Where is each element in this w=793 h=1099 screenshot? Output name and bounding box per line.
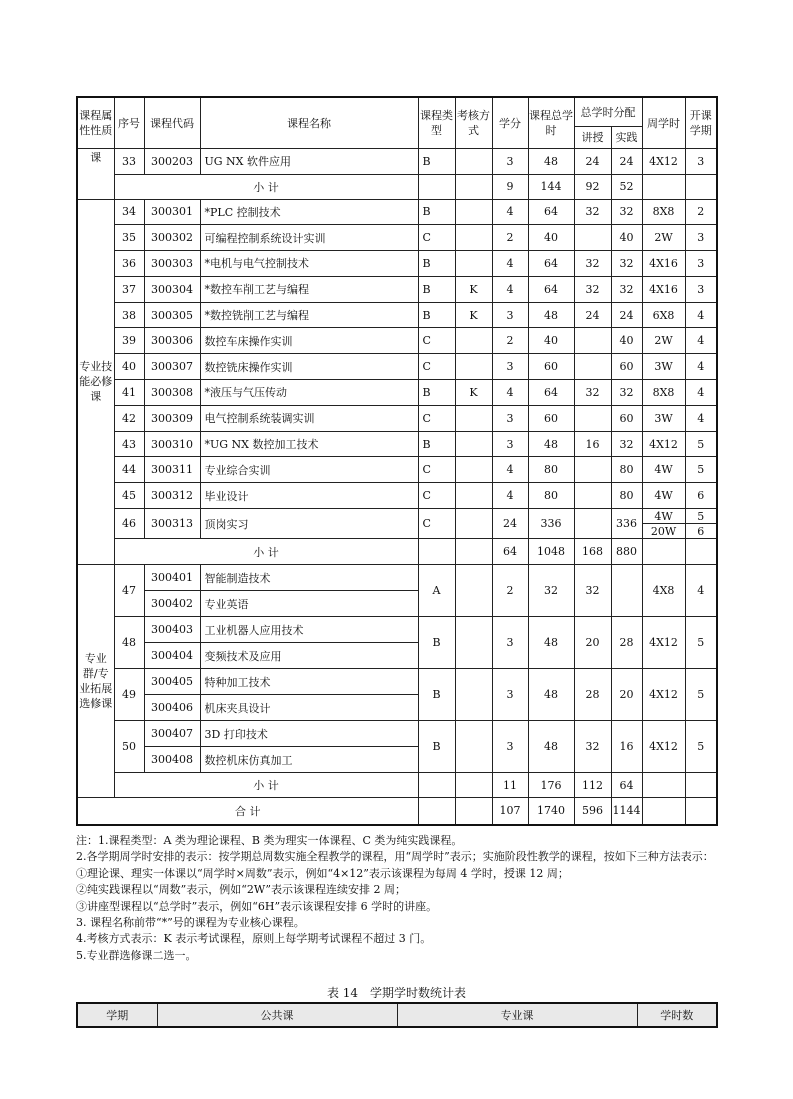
note-line: ③讲座型课程以“总学时”表示，例如“6H”表示该课程安排 6 学时的讲座。 xyxy=(76,899,438,913)
credit-cell: 3 xyxy=(492,405,528,431)
note-line: 5.专业群选修课二选一。 xyxy=(76,948,197,962)
category-elective-cell: 专业群/专业拓展选修课 xyxy=(77,565,114,798)
exam-cell xyxy=(455,199,492,225)
subtotal-practice: 880 xyxy=(611,539,642,565)
seq-cell: 48 xyxy=(114,617,144,669)
table-cell xyxy=(455,721,492,773)
term-cell: 5 xyxy=(685,431,717,457)
type-cell: B xyxy=(418,302,455,328)
course-name-cell: 毕业设计 xyxy=(200,483,418,509)
code-cell: 300307 xyxy=(144,354,200,380)
type-cell: B xyxy=(418,669,455,721)
table-row xyxy=(77,276,717,302)
code-cell: 300401 xyxy=(144,565,200,591)
hours-cell: 80 xyxy=(528,457,574,483)
code-cell: 300313 xyxy=(144,509,200,539)
lecture-cell: 24 xyxy=(574,302,611,328)
seq-cell: 44 xyxy=(114,457,144,483)
table14-header-cell: 专业课 xyxy=(397,1003,637,1027)
exam-cell xyxy=(455,457,492,483)
course-name-cell: *PLC 控制技术 xyxy=(200,199,418,225)
code-cell: 300311 xyxy=(144,457,200,483)
weekly-cell: 4X12 xyxy=(642,669,685,721)
table-row xyxy=(77,251,717,277)
course-name-cell: 特种加工技术 xyxy=(200,669,418,695)
credit-cell: 4 xyxy=(492,199,528,225)
type-cell: B xyxy=(418,431,455,457)
header-code: 课程代码 xyxy=(144,97,200,148)
course-name-cell: 电气控制系统装调实训 xyxy=(200,405,418,431)
hours-cell: 48 xyxy=(528,669,574,721)
lecture-cell: 32 xyxy=(574,276,611,302)
table-cell xyxy=(455,539,492,565)
hours-cell: 48 xyxy=(528,302,574,328)
table-cell xyxy=(455,174,492,199)
subtotal-label: 小 计 xyxy=(114,539,418,565)
subtotal-label: 小 计 xyxy=(114,174,418,199)
name-cell: 顶岗实习 xyxy=(200,509,418,539)
table-cell xyxy=(685,174,717,199)
practice-cell: 16 xyxy=(611,721,642,773)
weekly-cell: 2W xyxy=(642,328,685,354)
lecture-cell: 32 xyxy=(574,565,611,617)
exam-cell xyxy=(455,225,492,251)
weekly-cell: 3W xyxy=(642,405,685,431)
weekly-cell: 2W xyxy=(642,225,685,251)
table-row xyxy=(77,328,717,354)
table14-header-cell: 公共课 xyxy=(157,1003,397,1027)
practice-cell: 24 xyxy=(611,148,642,174)
code-cell: 300309 xyxy=(144,405,200,431)
term-cell: 4 xyxy=(685,354,717,380)
hours-cell: 32 xyxy=(528,565,574,617)
table-row xyxy=(77,565,717,591)
course-name-cell: 数控车床操作实训 xyxy=(200,328,418,354)
practice-cell: 28 xyxy=(611,617,642,669)
type-cell: C xyxy=(418,405,455,431)
term-cell: 5 xyxy=(685,721,717,773)
credit-cell: 3 xyxy=(492,148,528,174)
hours-cell: 60 xyxy=(528,405,574,431)
table-cell xyxy=(455,773,492,798)
term-cell: 6 xyxy=(685,524,717,539)
weekly-cell: 8X8 xyxy=(642,199,685,225)
practice-cell: 32 xyxy=(611,431,642,457)
header-name: 课程名称 xyxy=(200,97,418,148)
term-cell: 2 xyxy=(685,199,717,225)
hours-cell: 48 xyxy=(528,148,574,174)
practice-cell: 80 xyxy=(611,457,642,483)
practice-cell: 40 xyxy=(611,225,642,251)
type-cell: B xyxy=(418,251,455,277)
term-cell: 3 xyxy=(685,225,717,251)
subtotal-row xyxy=(77,539,717,565)
total-row xyxy=(77,798,717,825)
term-cell: 4 xyxy=(685,380,717,406)
term-cell: 4 xyxy=(685,565,717,617)
term-cell: 3 xyxy=(685,251,717,277)
practice-cell: 32 xyxy=(611,380,642,406)
seq-cell: 46 xyxy=(114,509,144,539)
code-cell: 300303 xyxy=(144,251,200,277)
lecture-cell xyxy=(574,457,611,483)
weekly-cell: 4X16 xyxy=(642,251,685,277)
table-notes xyxy=(76,833,726,964)
header-credit: 学分 xyxy=(492,97,528,148)
lecture-cell xyxy=(574,354,611,380)
table-row xyxy=(77,483,717,509)
hours-cell: 64 xyxy=(528,199,574,225)
credit-cell: 4 xyxy=(492,483,528,509)
seq-cell: 42 xyxy=(114,405,144,431)
lecture-cell xyxy=(574,405,611,431)
header-row xyxy=(77,97,717,126)
table-row xyxy=(77,199,717,225)
weekly-cell: 4X16 xyxy=(642,276,685,302)
weekly-cell: 4W xyxy=(642,457,685,483)
weekly-cell: 20W xyxy=(642,524,685,539)
seq-cell: 47 xyxy=(114,565,144,617)
weekly-cell: 4W xyxy=(642,509,685,524)
subtotal-hours: 176 xyxy=(528,773,574,798)
note-line: ②纯实践课程以“周数”表示，例如“2W”表示该课程连续安排 2 周； xyxy=(76,883,406,897)
course-name-cell: 智能制造技术 xyxy=(200,565,418,591)
category-core-cell: 专业技能必修课 xyxy=(77,199,114,565)
table-row xyxy=(77,405,717,431)
subtotal-practice: 52 xyxy=(611,174,642,199)
seq-cell: 33 xyxy=(114,148,144,174)
course-name-cell: 3D 打印技术 xyxy=(200,721,418,747)
weekly-cell: 3W xyxy=(642,354,685,380)
seq-cell: 50 xyxy=(114,721,144,773)
lecture-cell: 32 xyxy=(574,721,611,773)
hours-cell: 64 xyxy=(528,276,574,302)
type-cell: B xyxy=(418,380,455,406)
table-row xyxy=(77,225,717,251)
lecture-cell: 24 xyxy=(574,148,611,174)
term-cell: 3 xyxy=(685,276,717,302)
code-cell: 300407 xyxy=(144,721,200,747)
table-cell xyxy=(685,539,717,565)
credit-cell: 4 xyxy=(492,276,528,302)
exam-cell xyxy=(455,328,492,354)
course-name-cell: *数控铣削工艺与编程 xyxy=(200,302,418,328)
weekly-cell: 4W xyxy=(642,483,685,509)
total-lecture: 596 xyxy=(574,798,611,825)
header-dist: 总学时分配 xyxy=(574,97,642,126)
code-cell: 300301 xyxy=(144,199,200,225)
course-name-cell: *数控车削工艺与编程 xyxy=(200,276,418,302)
table-row xyxy=(77,354,717,380)
total-hours: 1740 xyxy=(528,798,574,825)
exam-cell xyxy=(455,148,492,174)
header-lecture: 讲授 xyxy=(574,126,611,148)
practice-cell: 20 xyxy=(611,669,642,721)
table14-header-cell: 学期 xyxy=(77,1003,157,1027)
table-cell xyxy=(418,174,455,199)
code-cell: 300406 xyxy=(144,695,200,721)
note-line: 注：1.课程类型：A 类为理论课程、B 类为理实一体课程、C 类为纯实践课程。 xyxy=(76,834,463,847)
exam-cell: K xyxy=(455,302,492,328)
code-cell: 300310 xyxy=(144,431,200,457)
subtotal-hours: 1048 xyxy=(528,539,574,565)
practice-cell: 32 xyxy=(611,251,642,277)
table-row xyxy=(77,380,717,406)
course-name-cell: *液压与气压传动 xyxy=(200,380,418,406)
code-cell: 300304 xyxy=(144,276,200,302)
note-line: ①理论课、理实一体课以“周学时×周数”表示，例如“4×12”表示该课程为每周 4 学时，授课 12 周； xyxy=(76,866,569,880)
course-name-cell: 专业英语 xyxy=(200,591,418,617)
credit-cell: 3 xyxy=(492,302,528,328)
credit-cell: 2 xyxy=(492,328,528,354)
exam-cell: K xyxy=(455,380,492,406)
table-row xyxy=(77,431,717,457)
term-cell: 6 xyxy=(685,483,717,509)
header-type: 课程类型 xyxy=(418,97,455,148)
hours-cell: 40 xyxy=(528,225,574,251)
seq-cell: 41 xyxy=(114,380,144,406)
table-cell xyxy=(418,773,455,798)
table-row xyxy=(77,457,717,483)
course-name-cell: 工业机器人应用技术 xyxy=(200,617,418,643)
weekly-cell: 4X12 xyxy=(642,617,685,669)
weekly-cell: 4X12 xyxy=(642,148,685,174)
course-name-cell: *UG NX 数控加工技术 xyxy=(200,431,418,457)
exam-cell xyxy=(455,431,492,457)
seq-cell: 37 xyxy=(114,276,144,302)
type-cell: B xyxy=(418,276,455,302)
code-cell: 300408 xyxy=(144,747,200,773)
course-name-cell: 专业综合实训 xyxy=(200,457,418,483)
code-cell: 300203 xyxy=(144,148,200,174)
subtotal-label: 小 计 xyxy=(114,773,418,798)
type-cell: C xyxy=(418,457,455,483)
type-cell: B xyxy=(418,148,455,174)
exam-cell xyxy=(455,354,492,380)
note-line: 2.各学期周学时安排的表示：按学期总周数实施全程教学的课程，用“周学时”表示；实施阶段性教学的课程，按如下三种方法表示： xyxy=(76,850,714,864)
table14-title: 表 14 学期学时数统计表 xyxy=(326,986,467,1000)
table-cell xyxy=(455,669,492,721)
course-name-cell: 机床夹具设计 xyxy=(200,695,418,721)
type-cell: C xyxy=(418,483,455,509)
lecture-cell xyxy=(574,483,611,509)
practice-cell: 60 xyxy=(611,405,642,431)
type-cell: B xyxy=(418,721,455,773)
code-cell: 300402 xyxy=(144,591,200,617)
lecture-cell xyxy=(574,225,611,251)
hours-cell: 60 xyxy=(528,354,574,380)
table-cell xyxy=(685,798,717,825)
subtotal-lecture: 92 xyxy=(574,174,611,199)
course-name-cell: 变频技术及应用 xyxy=(200,643,418,669)
table-row xyxy=(77,721,717,747)
course-name-cell: UG NX 软件应用 xyxy=(200,148,418,174)
lecture-cell: 28 xyxy=(574,669,611,721)
table-cell xyxy=(685,773,717,798)
practice-cell: 40 xyxy=(611,328,642,354)
table-row xyxy=(77,302,717,328)
hours-cell: 336 xyxy=(528,509,574,539)
hours-cell: 40 xyxy=(528,328,574,354)
table-row xyxy=(77,669,717,695)
subtotal-credit: 11 xyxy=(492,773,528,798)
note-line: 4.考核方式表示：K 表示考试课程，原则上每学期考试课程不超过 3 门。 xyxy=(76,932,432,946)
weekly-cell: 8X8 xyxy=(642,380,685,406)
subtotal-hours: 144 xyxy=(528,174,574,199)
note-line: 3. 课程名称前带“*”号的课程为专业核心课程。 xyxy=(76,916,305,930)
lecture-cell: 32 xyxy=(574,380,611,406)
credit-cell: 4 xyxy=(492,251,528,277)
header-weekly: 周学时 xyxy=(642,97,685,148)
credit-cell: 3 xyxy=(492,669,528,721)
subtotal-row xyxy=(77,773,717,798)
total-label: 合 计 xyxy=(77,798,418,825)
type-cell: C xyxy=(418,225,455,251)
course-name-cell: 数控铣床操作实训 xyxy=(200,354,418,380)
table14-header-cell: 学时数 xyxy=(637,1003,717,1027)
seq-cell: 38 xyxy=(114,302,144,328)
subtotal-credit: 64 xyxy=(492,539,528,565)
header-seq: 序号 xyxy=(114,97,144,148)
weekly-cell: 4X8 xyxy=(642,565,685,617)
term-cell: 4 xyxy=(685,302,717,328)
practice-cell: 60 xyxy=(611,354,642,380)
table-row xyxy=(77,617,717,643)
weekly-cell: 6X8 xyxy=(642,302,685,328)
header-practice: 实践 xyxy=(611,126,642,148)
credit-cell: 2 xyxy=(492,225,528,251)
exam-cell xyxy=(455,251,492,277)
code-cell: 300404 xyxy=(144,643,200,669)
term-cell: 5 xyxy=(685,509,717,524)
prac-cell: 336 xyxy=(611,509,642,539)
weekly-cell: 4X12 xyxy=(642,721,685,773)
credit-cell: 3 xyxy=(492,354,528,380)
total-credit: 107 xyxy=(492,798,528,825)
exam-cell: K xyxy=(455,276,492,302)
header-total-hours: 课程总学时 xyxy=(528,97,574,148)
lecture-cell: 20 xyxy=(574,617,611,669)
practice-cell: 32 xyxy=(611,276,642,302)
category-cell: 课 xyxy=(77,148,114,199)
code-cell: 300302 xyxy=(144,225,200,251)
term-cell: 3 xyxy=(685,148,717,174)
table-cell xyxy=(455,798,492,825)
subtotal-credit: 9 xyxy=(492,174,528,199)
term-cell: 4 xyxy=(685,405,717,431)
credit-cell: 3 xyxy=(492,617,528,669)
course-name-cell: 可编程控制系统设计实训 xyxy=(200,225,418,251)
credit-cell: 3 xyxy=(492,721,528,773)
lec-cell xyxy=(574,509,611,539)
seq-cell: 34 xyxy=(114,199,144,225)
course-name-cell: *电机与电气控制技术 xyxy=(200,251,418,277)
term-cell: 5 xyxy=(685,457,717,483)
hours-cell: 80 xyxy=(528,483,574,509)
practice-cell: 80 xyxy=(611,483,642,509)
credit-cell: 2 xyxy=(492,565,528,617)
lecture-cell: 32 xyxy=(574,199,611,225)
course-name-cell: 数控机床仿真加工 xyxy=(200,747,418,773)
seq-cell: 43 xyxy=(114,431,144,457)
code-cell: 300312 xyxy=(144,483,200,509)
lecture-cell: 16 xyxy=(574,431,611,457)
table-cell xyxy=(418,539,455,565)
semester-hours-table xyxy=(76,1002,718,1028)
practice-cell xyxy=(611,565,642,617)
seq-cell: 35 xyxy=(114,225,144,251)
header-exam: 考核方式 xyxy=(455,97,492,148)
header-attr: 课程属性性质 xyxy=(77,97,114,148)
header-term: 开课学期 xyxy=(685,97,717,148)
seq-cell: 45 xyxy=(114,483,144,509)
table-row xyxy=(77,148,717,174)
term-cell: 5 xyxy=(685,617,717,669)
table-cell xyxy=(642,773,685,798)
lecture-cell xyxy=(574,328,611,354)
credit-cell: 4 xyxy=(492,457,528,483)
credit-cell: 24 xyxy=(492,509,528,539)
exam-cell xyxy=(455,405,492,431)
type-cell: C xyxy=(418,328,455,354)
subtotal-practice: 64 xyxy=(611,773,642,798)
code-cell: 300306 xyxy=(144,328,200,354)
term-cell: 5 xyxy=(685,669,717,721)
type-cell: A xyxy=(418,565,455,617)
term-cell: 4 xyxy=(685,328,717,354)
type-cell: C xyxy=(418,354,455,380)
hours-cell: 64 xyxy=(528,251,574,277)
curriculum-table xyxy=(76,96,718,826)
subtotal-lecture: 168 xyxy=(574,539,611,565)
subtotal-row xyxy=(77,174,717,199)
practice-cell: 32 xyxy=(611,199,642,225)
table-cell xyxy=(642,798,685,825)
seq-cell: 36 xyxy=(114,251,144,277)
code-cell: 300305 xyxy=(144,302,200,328)
hours-cell: 48 xyxy=(528,721,574,773)
table-cell xyxy=(455,565,492,617)
exam-cell xyxy=(455,509,492,539)
table-row xyxy=(77,509,717,524)
code-cell: 300405 xyxy=(144,669,200,695)
credit-cell: 4 xyxy=(492,380,528,406)
table-cell xyxy=(455,617,492,669)
hours-cell: 64 xyxy=(528,380,574,406)
type-cell: B xyxy=(418,617,455,669)
type-cell: B xyxy=(418,199,455,225)
hours-cell: 48 xyxy=(528,431,574,457)
code-cell: 300403 xyxy=(144,617,200,643)
type-cell: C xyxy=(418,509,455,539)
exam-cell xyxy=(455,483,492,509)
lecture-cell: 32 xyxy=(574,251,611,277)
table-cell xyxy=(642,174,685,199)
practice-cell: 24 xyxy=(611,302,642,328)
table-cell xyxy=(418,798,455,825)
code-cell: 300308 xyxy=(144,380,200,406)
seq-cell: 40 xyxy=(114,354,144,380)
seq-cell: 39 xyxy=(114,328,144,354)
weekly-cell: 4X12 xyxy=(642,431,685,457)
seq-cell: 49 xyxy=(114,669,144,721)
hours-cell: 48 xyxy=(528,617,574,669)
table-cell xyxy=(642,539,685,565)
total-practice: 1144 xyxy=(611,798,642,825)
credit-cell: 3 xyxy=(492,431,528,457)
subtotal-lecture: 112 xyxy=(574,773,611,798)
